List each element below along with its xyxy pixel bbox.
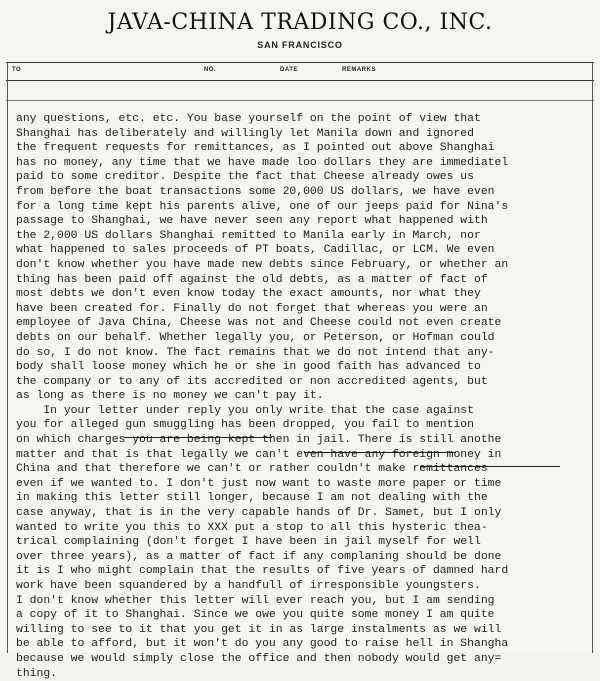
letter-body: [16, 112, 600, 681]
letter-line: China and that therefore we can't or rather couldn't make remittances: [16, 463, 488, 476]
letter-line: debts on our behalf. Whether legally you, or Peterson, or Hofman could: [16, 331, 495, 344]
letter-line: on which charges you are being kept then in jail. There is still anothe: [16, 434, 502, 447]
letter-line: what happened to sales proceeds of PT boats, Cadillac, or LCM. We even: [16, 244, 495, 257]
letter-line: you for alleged gun smuggling has been dropped, you fail to mention: [16, 419, 474, 432]
letter-line: wanted to write you this to XXX put a stop to all this hysteric thea-: [16, 521, 488, 534]
letter-line: as long as there is no money we can't pay it.: [16, 390, 324, 403]
letter-line: most debts we don't even know today the exact amounts, nor what they: [16, 288, 481, 301]
letter-line: be able to afford, but it won't do you any good to raise hell in Shangha: [16, 638, 509, 651]
letter-line: body shall loose money which he or she in good faith has advanced to: [16, 361, 481, 374]
letter-line: over three years), as a matter of fact if any complaning should be done: [16, 550, 502, 563]
letter-line: have been created for. Finally do not forget that whereas you were an: [16, 302, 488, 315]
letter-line: in making this letter still longer, because I am not dealing with the: [16, 492, 488, 505]
company-city: SAN FRANCISCO: [257, 40, 343, 50]
letter-line: trical complaining (don't forget I have been in jail myself for well: [16, 536, 481, 549]
letter-line: Shanghai has deliberately and willingly let Manila down and ignored: [16, 127, 474, 140]
letter-line: willing to see to it that you get it in as large instalments as we will: [16, 623, 502, 636]
letter-line: any questions, etc. etc. You base yourself on the point of view that: [16, 113, 481, 125]
header-rule-bottom: [6, 80, 594, 81]
letter-line: the frequent requests for remittances, as I pointed out above Shanghai: [16, 142, 495, 155]
letter-line: case anyway, that is in the very capable hands of Dr. Samet, but I only: [16, 507, 502, 520]
date-label: DATE: [280, 67, 298, 73]
letter-line: a copy of it to Shanghai. Since we owe you quite some money I am quite: [16, 609, 495, 622]
letter-line: do so, I do not know. The fact remains that we do not intend that any-: [16, 346, 495, 359]
letter-line: thing.: [16, 667, 58, 680]
letter-line: from before the boat transactions some 20,000 US dollars, we have even: [16, 185, 495, 198]
letter-line: passage to Shanghai, we have never seen any report what happened with: [16, 215, 488, 228]
underline-mark: [420, 466, 560, 467]
strikeout-mark: [304, 452, 456, 453]
letter-line: the company or to any of its accredited or non accredited agents, but: [16, 375, 488, 388]
remarks-label: REMARKS: [342, 67, 376, 73]
letter-line: matter and that is that legally we can't even have any foreign money in: [16, 448, 502, 461]
no-label: NO.: [204, 67, 217, 73]
letter-line: don't know whether you have made new debts since February, or whether an: [16, 258, 509, 271]
letter-line: because we would simply close the office and then nobody would get any=: [16, 652, 502, 665]
to-label: TO: [12, 67, 22, 73]
letter-line: paid to some creditor. Despite the fact that Cheese already owes us: [16, 171, 474, 184]
letter-line: employee of Java China, Cheese was not and Cheese could not even create: [16, 317, 502, 330]
letter-line: I don't know whether this letter will ever reach you, but I am sending: [16, 594, 495, 607]
letter-line: even if we wanted to. I don't just now want to waste more paper or time: [16, 477, 502, 490]
letter-line: the 2,000 US dollars Shanghai remitted to Manila early in March, nor: [16, 229, 481, 242]
letter-line: thing has been paid off against the old debts, as a matter of fact of: [16, 273, 488, 286]
letter-line: has no money, any time that we have made loo dollars they are immediatel: [16, 156, 509, 169]
letter-line: work have been squandered by a handfull of irresponsible youngsters.: [16, 580, 481, 592]
company-name: JAVA-CHINA TRADING CO., INC.: [107, 10, 493, 35]
body-rule: [6, 100, 594, 101]
underline-mark: [124, 437, 272, 438]
letter-line: for a long time kept his parents alive, one of our jeeps paid for Nina's: [16, 200, 509, 213]
letter-line: In your letter under reply you only write that the case against: [16, 404, 474, 417]
letter-line: it is I who might complain that the results of five years of damned hard: [16, 565, 509, 578]
header-rule-top: [6, 62, 594, 63]
left-margin-rule: [7, 62, 8, 653]
